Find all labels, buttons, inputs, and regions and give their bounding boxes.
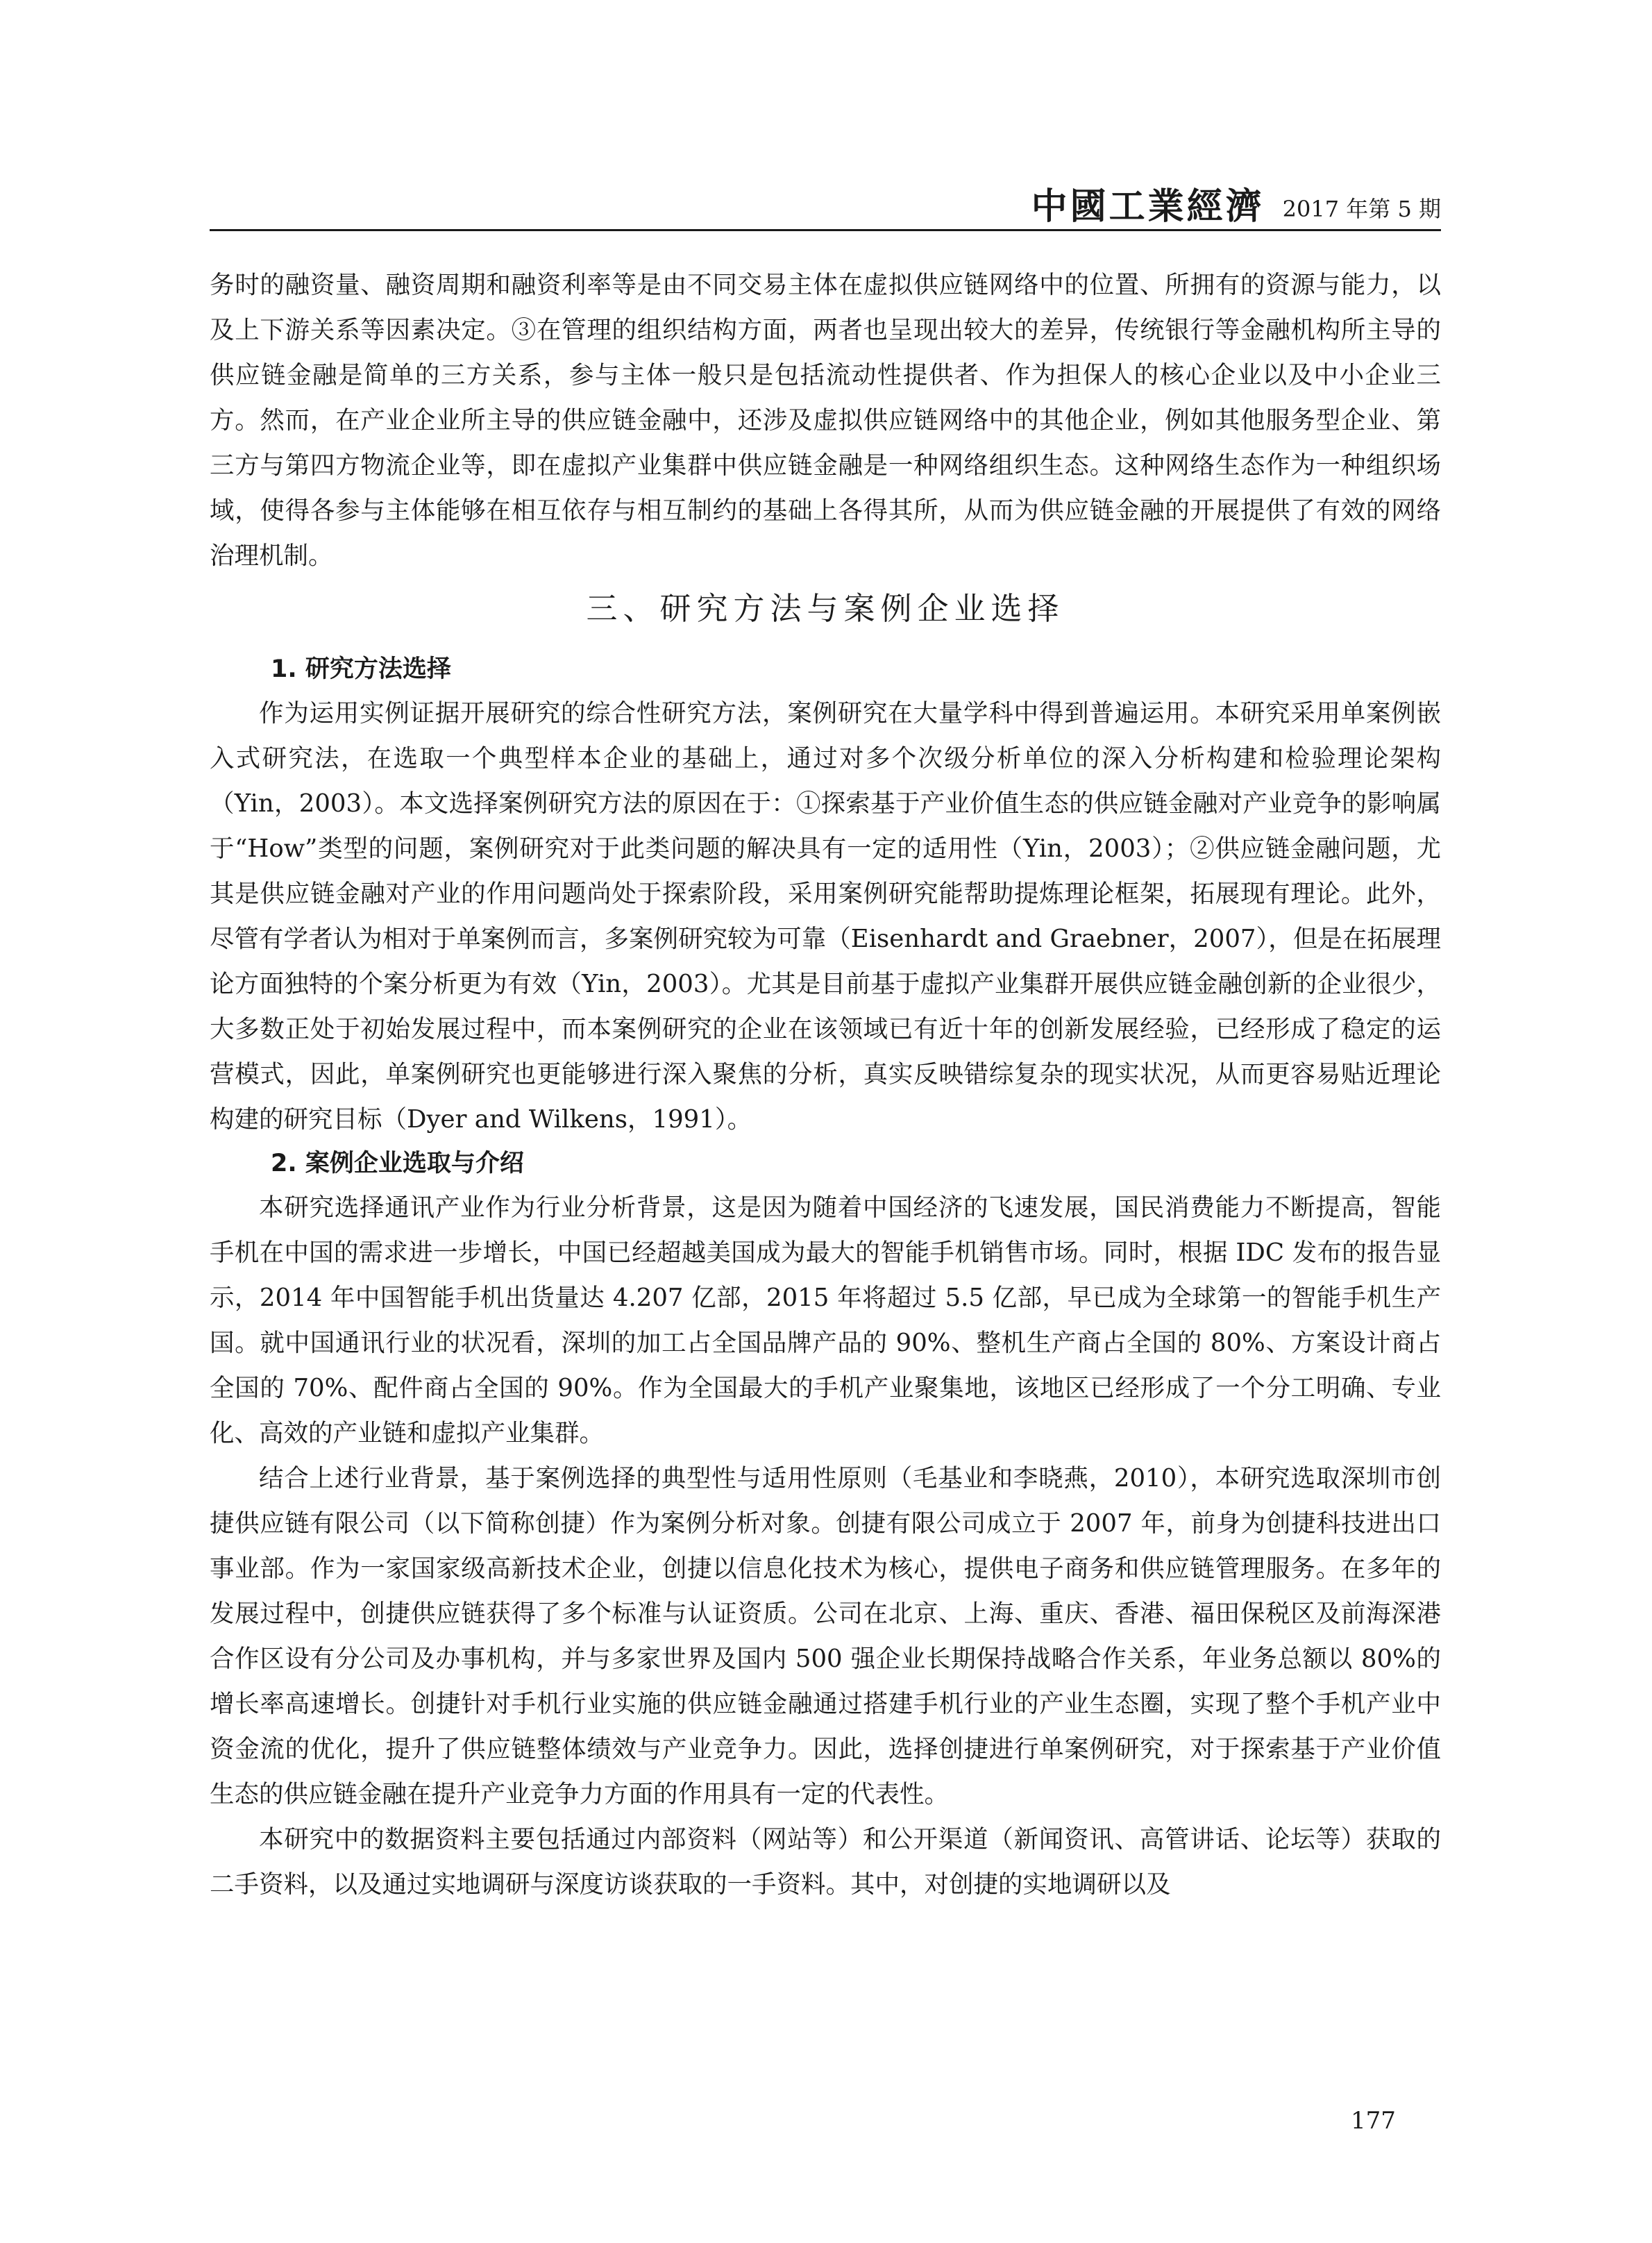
paragraph: 本研究选择通讯产业作为行业分析背景，这是因为随着中国经济的飞速发展，国民消费能力不断提高，智能手机在中国的需求进一步增长，中国已经超越美国成为最大的智能手机销售市场。同时，根据 IDC 发布的报告显示，2014 年中国智能手机出货量达 4.207 亿部，2015 年将超过 5.5 亿部，早已成为全球第一的智能手机生产国。就中国通讯行业的状况看，深圳的加工占全国品牌产品的 90%、整机生产商占全国的 80%、方案设计商占全国的 70%、配件商占全国的 90%。作为全国最大的手机产业聚集地，该地区已经形成了一个分工明确、专业化、高效的产业链和虚拟产业集群。: [210, 1193, 1441, 1447]
paragraph: 结合上述行业背景，基于案例选择的典型性与适用性原则（毛基业和李晓燕，2010），本研究选取深圳市创捷供应链有限公司（以下简称创捷）作为案例分析对象。创捷有限公司成立于 2007 年，前身为创捷科技进出口事业部。作为一家国家级高新技术企业，创捷以信息化技术为核心，提供电子商务和供应链管理服务。在多年的发展过程中，创捷供应链获得了多个标准与认证资质。公司在北京、上海、重庆、香港、福田保税区及前海深港合作区设有分公司及办事机构，并与多家世界及国内 500 强企业长期保持战略合作关系，年业务总额以 80%的增长率高速增长。创捷针对手机行业实施的供应链金融通过搭建手机行业的产业生态圈，实现了整个手机产业中资金流的优化，提升了供应链整体绩效与产业竞争力。因此，选择创捷进行单案例研究，对于探索基于产业价值生态的供应链金融在提升产业竞争力方面的作用具有一定的代表性。: [210, 1464, 1441, 1808]
journal-name: 中國工業經濟: [1031, 185, 1265, 228]
subsection-title-2: 2. 案例企业选取与介绍: [271, 1150, 524, 1177]
section-title: 三、研究方法与案例企业选择: [586, 590, 1065, 627]
paragraph: 作为运用实例证据开展研究的综合性研究方法，案例研究在大量学科中得到普遍运用。本研究采用单案例嵌入式研究法，在选取一个典型样本企业的基础上，通过对多个次级分析单位的深入分析构建和检验理论架构（Yin，2003）。本文选择案例研究方法的原因在于：①探索基于产业价值生态的供应链金融对产业竞争的影响属于“How”类型的问题，案例研究对于此类问题的解决具有一定的适用性（Yin，2003）；②供应链金融问题，尤其是供应链金融对产业的作用问题尚处于探索阶段，采用案例研究能帮助提炼理论框架，拓展现有理论。此外，尽管有学者认为相对于单案例而言，多案例研究较为可靠（Eisenhardt and Graebner，2007），但是在拓展理论方面独特的个案分析更为有效（Yin，2003）。尤其是目前基于虚拟产业集群开展供应链金融创新的企业很少，大多数正处于初始发展过程中，而本案例研究的企业在该领域已有近十年的创新发展经验，已经形成了稳定的运营模式，因此，单案例研究也更能够进行深入聚焦的分析，真实反映错综复杂的现实状况，从而更容易贴近理论构建的研究目标（Dyer and Wilkens，1991）。: [210, 699, 1441, 1134]
page-number: 177: [1351, 2107, 1396, 2135]
header-rule: [210, 229, 1441, 231]
subsection-title-1: 1. 研究方法选择: [271, 655, 451, 683]
body-text: [210, 262, 1441, 1907]
paragraph-continued: 务时的融资量、融资周期和融资利率等是由不同交易主体在虚拟供应链网络中的位置、所拥有的资源与能力，以及上下游关系等因素决定。③在管理的组织结构方面，两者也呈现出较大的差异，传统银行等金融机构所主导的供应链金融是简单的三方关系，参与主体一般只是包括流动性提供者、作为担保人的核心企业以及中小企业三方。然而，在产业企业所主导的供应链金融中，还涉及虚拟供应链网络中的其他企业，例如其他服务型企业、第三方与第四方物流企业等，即在虚拟产业集群中供应链金融是一种网络组织生态。这种网络生态作为一种组织场域，使得各参与主体能够在相互依存与相互制约的基础上各得其所，从而为供应链金融的开展提供了有效的网络治理机制。: [210, 271, 1441, 570]
paragraph: 本研究中的数据资料主要包括通过内部资料（网站等）和公开渠道（新闻资讯、高管讲话、论坛等）获取的二手资料，以及通过实地调研与深度访谈获取的一手资料。其中，对创捷的实地调研以及: [210, 1825, 1441, 1899]
running-header: [210, 182, 1441, 228]
issue-label: 2017 年第 5 期: [1282, 195, 1441, 222]
